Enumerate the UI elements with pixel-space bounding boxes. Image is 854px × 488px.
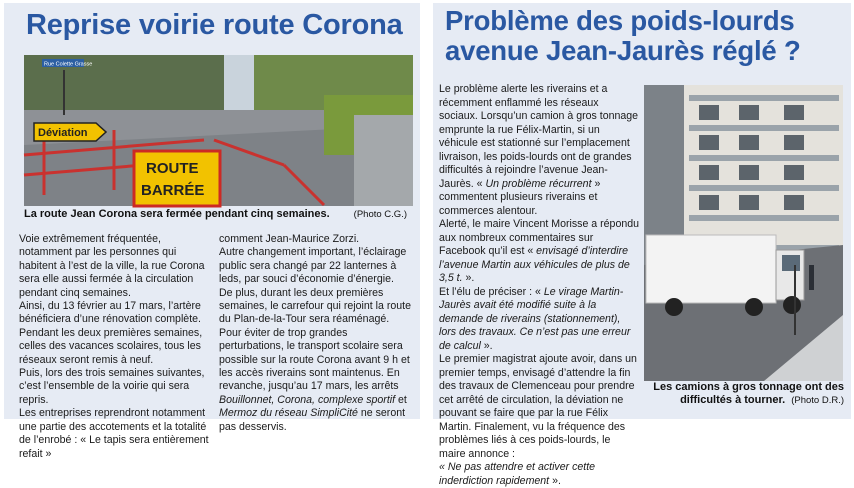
text-run: et (395, 393, 407, 406)
text-run: Et l’élu de préciser : « (439, 285, 544, 298)
text-run: Le premier magistrat ajoute avoir, dans un premier temps, envisagé d’attendre la fin des travaux de Clemenceau pour prendre cet arrêté de circulation, la déviation ne pouvant se faire que par la rue Félix Martin. Finalement, vu la fréquence des problèmes liés à ces poids-lourds, le maire annonce : (439, 353, 637, 460)
paragraph: Voie extrêmement fréquentée, notamment par les personnes qui habitent à l’est de la ville, la rue Corona sera elle aussi fermée à la circulation pendant cinq semaines. (19, 233, 205, 299)
text-run-italic: « Ne pas attendre et activer cette inderdiction rapidement (439, 461, 596, 487)
photo-caption (24, 208, 413, 220)
text-run-italic: Bouillonnet, Corona, complexe sportif (219, 393, 396, 406)
paragraph (439, 286, 639, 354)
caption-text: Les camions à gros tonnage ont des difficultés à tourner. (653, 381, 844, 406)
paragraph (439, 83, 639, 218)
text-run: » commentent plusieurs riverains et commerces alentour. (439, 177, 601, 217)
route-sign-text: ROUTE (146, 160, 199, 177)
paragraph: Ainsi, du 13 février au 17 mars, l’artère bénéficiera d’une rénovation complète. (19, 300, 201, 326)
barree-sign-text: BARRÉE (141, 182, 205, 199)
text-run: Pour éviter de trop grandes perturbations, le transport scolaire sera possible sur la route Corona avant 9 h et les accès riverains sont maintenus. En revanche, jusqu’au 17 mars, les arrêts (219, 326, 410, 393)
paragraph: Puis, lors des trois semaines suivantes, c’est l’ensemble de la voirie qui sera repris. (19, 367, 205, 406)
article-column-1 (19, 233, 215, 461)
article-column-2 (219, 233, 413, 434)
article-route-corona (4, 3, 420, 460)
text-run: ne seront pas desservis. (219, 407, 406, 433)
text-run: ». (480, 339, 493, 352)
text-run: Alerté, le maire Vincent Morisse a répondu aux nombreux commentaires sur Facebook qu’il est « (439, 218, 640, 257)
text-run-italic: Un problème récurrent (485, 177, 592, 190)
photo-caption (644, 381, 844, 407)
street-sign-text: Rue Colette Grasse (44, 61, 93, 68)
caption-text: La route Jean Corona sera fermée pendant cinq semaines. (24, 208, 330, 220)
paragraph: comment Jean-Maurice Zorzi. (219, 233, 360, 245)
photo-truck (644, 85, 843, 381)
headline: Reprise voirie route Corona (26, 9, 403, 41)
article-poids-lourds (433, 3, 851, 487)
text-run-italic: envisagé d’interdire l’avenue Martin aux véhicules de plus de 3,5 t. (439, 245, 630, 284)
paragraph: Pendant les deux premières semaines, celles des vacances scolaires, tous les réseaux seront remis à neuf. (19, 326, 203, 366)
paragraph (439, 353, 639, 488)
article-body (439, 83, 639, 488)
text-run-italic: Le virage Martin-Jaurès avait été modifié suite à la demande de riverains (stationnement), lors des travaux. Ce n’est pas une erreur de calcul (439, 285, 631, 352)
paragraph (439, 218, 639, 286)
paragraph: De plus, durant les deux premières semaines, le carrefour qui rejoint la route du Plan-de-la-Tour sera réaménagé. (219, 286, 411, 326)
text-run: ». (549, 474, 561, 487)
truck-photo-illustration (644, 85, 843, 381)
headline-line-2: avenue Jean-Jaurès réglé ? (445, 35, 801, 66)
deviation-sign-text: Déviation (38, 127, 88, 139)
text-run: Le problème alerte les riverains et a récemment enflammé les réseaux sociaux. Lorsqu’un camion à gros tonnage emprunte la rue Félix-Martin, si un véhicule est stationné sur l’emplacement livraison, les poids-lourds ont de grandes difficultés à rejoindre l’avenue Jean-Jaurès. « (439, 83, 639, 190)
photo-credit: (Photo C.G.) (353, 209, 407, 220)
road-photo-illustration (24, 55, 413, 206)
text-run-italic: Mermoz du réseau SimpliCité (219, 407, 358, 420)
photo-credit: (Photo D.R.) (791, 395, 844, 406)
headline-line-1: Problème des poids-lourds (445, 5, 795, 36)
text-run: ». (462, 272, 475, 284)
paragraph (219, 327, 413, 434)
photo-road-closed (24, 55, 413, 206)
paragraph: Autre changement important, l’éclairage public sera changé par 22 lanternes à leds, par souci d’économie d’énergie. (219, 246, 407, 286)
paragraph: Les entreprises reprendront notamment une partie des accotements et la totalité de l’enrobé : « Le tapis sera entièrement refait » (19, 407, 209, 460)
